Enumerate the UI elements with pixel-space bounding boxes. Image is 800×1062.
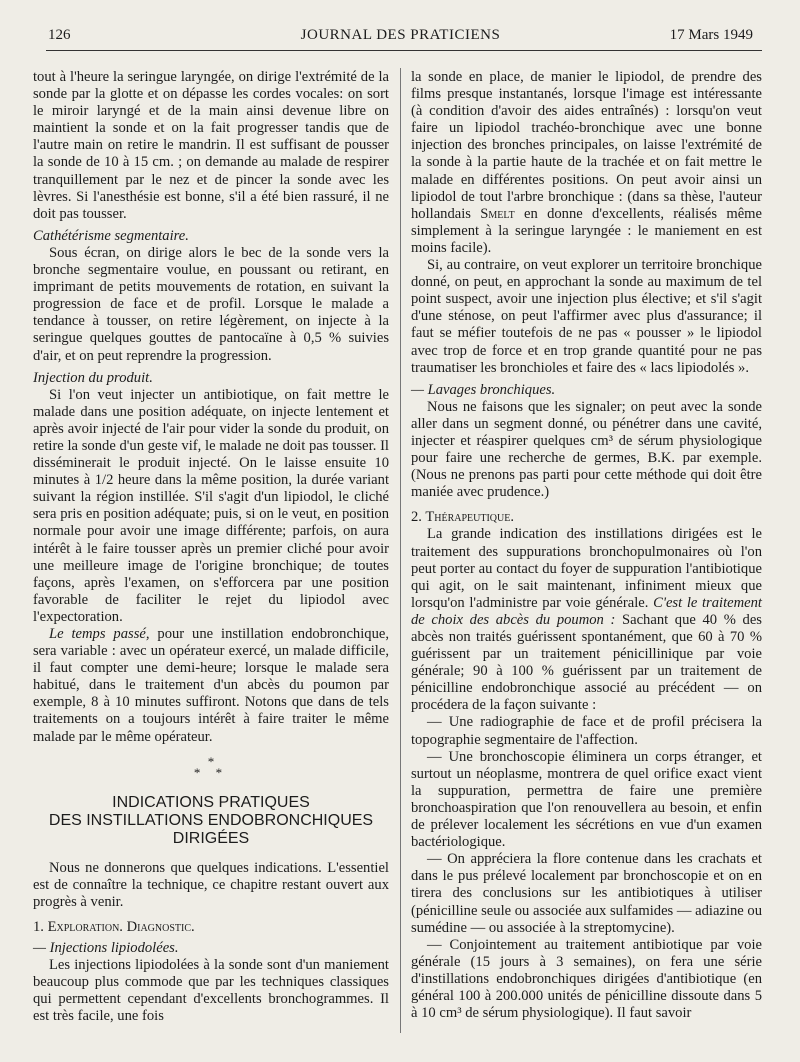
header-rule — [46, 50, 762, 51]
left-column — [33, 69, 389, 1026]
paragraph: tout à l'heure la seringue laryngée, on dirige l'extrémité de la sonde par la glotte et on dépasse les cordes vocales: on sort le miroir laryngé et de la main ainsi devenue libre on maintient la sonde et on la fait progresser tandis que de l'autre main on retire le mandrin. Il est suffisant de pousser la sonde de 10 à 15 cm. ; on demande au malade de respirer tranquillement par le nez et de pincer la sonde avec les lèvres. Si l'anesthésie est bonne, s'il a été bien rassuré, il ne doit pas tousser. — [33, 69, 389, 222]
heading-line: INDICATIONS PRATIQUES — [112, 793, 310, 811]
section-title-therapeutique: 2. Thérapeutique. — [411, 509, 514, 526]
section-separator — [33, 753, 389, 780]
paragraph: — On appréciera la flore contenue dans les crachats et dans le pus prélevé localement par bronchoscopie et on en tirera des conclusions sur les antibiotiques à utiliser (pénicilline seule ou associée aux sulfamides — adiazine ou sumédine — ou associée à la streptomycine). — [411, 851, 762, 936]
right-column — [411, 69, 762, 1022]
paragraph-text: pour une instillation endobronchique, sera variable : avec un opérateur exercé, un malade difficile, il faut compter une demi-heure; lorsque le malade sera habitué, dans le traitement d'un abcès du poumon par exemple, 8 à 10 minutes suffiront. Notons que dans de tels traitements on a toujours intérêt à faire traiter le même malade par le même opérateur. — [33, 626, 389, 745]
star-top: * — [207, 753, 215, 769]
paragraph-text: la sonde en place, de manier le lipiodol, de prendre des films presque instantanés, lorsque l'image est intéressante (à condition d'avoir des aides entraînés) : lorsqu'on veut faire un lipiodol trachéo-bronchique avec une bonne injection des bronches principales, on laisse l'extrémité de la sonde à la partie haute de la trachée et on fait mettre le malade en différentes positions. On peut avoir ainsi un lipiodol de tout l'arbre bronchique : (dans sa thèse, l'auteur hollandais — [411, 69, 762, 222]
paragraph: Les injections lipiodolées à la sonde sont d'un maniement beaucoup plus commode que par les techniques classiques qui permettent cependant d'excellents bronchogrammes. Il est très facile, une fois — [33, 957, 389, 1025]
subheading-lavages: — Lavages bronchiques. — [411, 381, 556, 398]
paragraph-text: Sachant que 40 % des abcès non traités guérissent spontanément, que 60 à 70 % guérissent par un traitement pénicillinique par voie générale; 90 à 100 % guérissent par un traitement de pénicilline endobronchique associé au précédent — on procédera de la façon suivante : — [411, 611, 762, 714]
paragraph: Si, au contraire, on veut explorer un territoire bronchique donné, on peut, en approchant la sonde au maximum de tel point suspect, avoir une injection plus élective; et s'il s'agit d'une sténose, on peut l'affirmer avec plus d'assurance; il faut se méfier toutefois de ne pas « pousser » le lipiodol avec trop de force et en trop grande quantité pour ne pas traumatiser les bronchioles et faire des « lacs lipiodolés ». — [411, 257, 762, 376]
subheading-injections-lipiodolees: — Injections lipiodolées. — [33, 940, 179, 957]
paragraph: Si l'on veut injecter un antibiotique, on fait mettre le malade dans une position adéquate, on injecte lentement et après avoir injecté de l'air pour vider la sonde du produit, on retire la sonde d'un geste vif, le malade ne doit pas tousser. Il disséminerait le produit injecté. On le laisse ensuite 10 minutes à 1/2 heure dans la même position, la durée variant suivant la région instillée. S'il s'agit d'un lipiodol, le cliché sera pris en position adéquate; puis, si on le veut, en position normale pour avoir une image différente; parfois, on aura intérêt à le faire tousser après un premier cliché pour avoir une meilleure image de l'origine bronchique; de toutes façons, après l'examen, on s'efforcera par une position favorable de faciliter le rejet du lipiodol avec l'expectoration. — [33, 386, 389, 625]
italic-emphasis: C'est le traitement de choix des abcès du poumon : — [411, 594, 762, 628]
paragraph: — Une radiographie de face et de profil précisera la topographie segmentaire de l'affection. — [411, 714, 762, 748]
paragraph: Nous ne donnerons que quelques indications. L'essentiel est de connaître la technique, ce chapitre restant ouvert aux progrès à venir. — [33, 859, 389, 910]
paragraph: — Conjointement au traitement antibiotique par voie générale (15 jours à 3 semaines), on fera une série d'instillations endobronchiques dirigées d'antibiotique (en général 100 à 200.000 unités de pénicilline dissoute dans 5 à 10 cm³ de sérum physiologique). Il faut savoir — [411, 936, 762, 1022]
paragraph-text: en donne d'excellents, réalisés même simplement à la seringue laryngée : le maniement en est moins facile). — [411, 205, 762, 256]
star-bottom: * * — [193, 764, 229, 780]
subheading-catheterisme: Cathétérisme segmentaire. — [33, 227, 189, 244]
italic-lead: Le temps passé, — [49, 626, 150, 642]
heading-line: DES INSTILLATIONS ENDOBRONCHIQUES — [48, 811, 374, 829]
heading-line: DIRIGÉES — [172, 829, 250, 847]
author-name: Smelt — [480, 205, 515, 222]
paragraph: Nous ne faisons que les signaler; on peut avec la sonde aller dans un segment donné, ou pénétrer dans une cavité, injecter et réaspirer quelques cm³ de sérum physiologique pour faire une recherche de germes, B.K. par exemple. (Nous ne prenons pas parti pour cette méthode qui doit être maniée avec prudence.) — [411, 398, 762, 501]
running-header — [48, 27, 753, 47]
page-number: 126 — [48, 27, 71, 43]
section-heading — [33, 794, 389, 848]
paragraph — [411, 69, 762, 257]
paragraph — [411, 526, 762, 714]
subheading-injection: Injection du produit. — [33, 369, 153, 386]
paragraph-text: La grande indication des instillations dirigées est le traitement des suppurations bronchopulmonaires où l'on peut porter au contact du foyer de suppuration l'antibiotique qui agit, on le sait maintenant, infiniment mieux que lorsqu'on l'administre par voie générale. — [411, 526, 762, 611]
column-divider — [400, 68, 401, 1033]
journal-title: JOURNAL DES PRATICIENS — [300, 27, 501, 43]
issue-date: 17 Mars 1949 — [669, 27, 753, 43]
paragraph — [33, 626, 389, 746]
paragraph: — Une bronchoscopie éliminera un corps étranger, et surtout un néoplasme, montrera de quel orifice exact vient la suppuration, permettra de faire une première bronchoaspiration que l'on renouvellera au besoin, et enfin de prélever localement les sécrétions en vue d'un examen bactériologique. — [411, 748, 762, 851]
paragraph: Sous écran, on dirige alors le bec de la sonde vers la bronche segmentaire voulue, en poussant ou retirant, en imprimant de petits mouvements de rotation, en suivant la progression de face et de profil. Lorsque le malade a tendance à tousser, on retire légèrement, on injecte à la seringue quelques gouttes de pantocaïne à 0,5 % suivies d'air, et on peut reprendre la progression. — [33, 244, 389, 364]
section-title-exploration: 1. Exploration. Diagnostic. — [33, 918, 195, 935]
